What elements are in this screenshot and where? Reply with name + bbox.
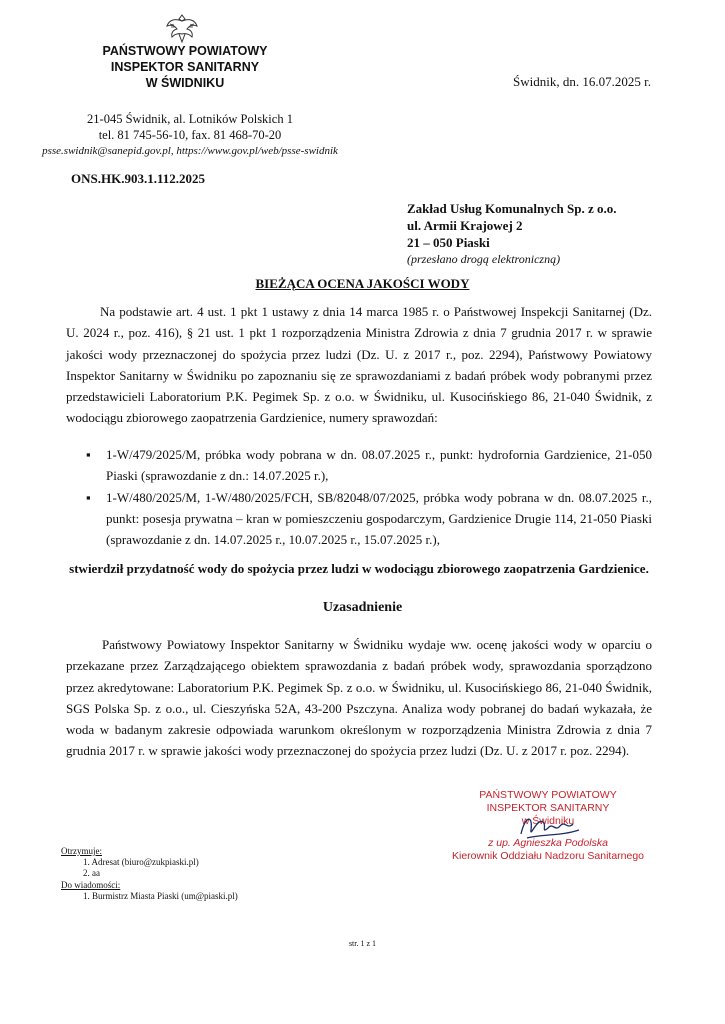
- list-item: 1. Adresat (biuro@zukpiaski.pl): [83, 857, 199, 868]
- institution-name: PAŃSTWOWY POWIATOWY INSPEKTOR SANITARNY W ŚWIDNIKU: [102, 44, 268, 90]
- receives-label: Otrzymuje:: [61, 846, 102, 856]
- conclusion: stwierdził przydatność wody do spożycia przez ludzi w wodociągu zbiorowego zaopatrzenia Gardzienice.: [69, 561, 649, 576]
- recipient-city: 21 – 050 Piaski: [407, 235, 490, 250]
- list-item: 1. Burmistrz Miasta Piaski (um@piaski.pl): [83, 890, 238, 901]
- report-list: [66, 444, 652, 550]
- list-item: 2. aa: [83, 868, 100, 879]
- recipient-block: [407, 200, 617, 268]
- distribution-list: [61, 846, 238, 902]
- eagle-emblem-icon: [165, 12, 199, 46]
- bullet-icon: ▪: [86, 489, 91, 505]
- address-line: 21-045 Świdnik, al. Lotników Polskich 1: [87, 112, 293, 126]
- reference-number: ONS.HK.903.1.112.2025: [71, 171, 205, 186]
- justification-paragraph: Państwowy Powiatowy Inspektor Sanitarny w Świdniku wydaje ww. ocenę jakości wody w oparciu o przekazane przez Zarządzającego obiektem sprawozdania z badań próbek wody, sprawozdania sporządzono przez akredytowane: Laboratorium P.K. Pegimek Sp. z o.o. w Świdniku, ul. Kusocińskiego 86, 21-040 Świdnik, SGS Polska Sp. z o.o., ul. Cieszyńska 52A, 43-200 Pszczyna. Analiza wody pobranej do badań wykazała, że woda w badanym zakresie odpowiada warunkom określonym w rozporządzenia Ministra Zdrowia z dnia 7 grudnia 2017 r. w sprawie jakości wody przeznaczonej do spożycia przez ludzi (Dz. U. z 2017 r. poz. 2294).: [66, 637, 652, 759]
- info-label: Do wiadomości:: [61, 879, 121, 890]
- web-line[interactable]: psse.swidnik@sanepid.gov.pl, https://www.gov.pl/web/psse-swidnik: [42, 145, 338, 157]
- document-title: BIEŻĄCA OCENA JAKOŚCI WODY: [255, 276, 470, 291]
- institution-address: [40, 111, 340, 159]
- justification-heading: Uzasadnienie: [322, 600, 403, 615]
- page-number: str. 1 z 1: [348, 939, 377, 948]
- bullet-icon: ▪: [86, 447, 91, 462]
- place-date: Świdnik, dn. 16.07.2025 r.: [513, 74, 651, 89]
- intro-paragraph: Na podstawie art. 4 ust. 1 pkt 1 ustawy z dnia 14 marca 1985 r. o Państwowej Inspekcji Sanitarnej (Dz. U. 2024 r., poz. 416), § 21 ust. 1 pkt 1 rozporządzenia Ministra Zdrowia z dnia 7 grudnia 2017 r. w sprawie jakości wody przeznaczonej do spożycia przez ludzi (Dz. U. z 2017 r., poz. 2294), Państwowy Powiatowy Inspektor Sanitarny w Świdniku po zapoznaniu się ze sprawozdaniami z badań próbek wody pobranymi przez przedstawicieli Laboratorium P.K. Pegimek Sp. z o.o. w Świdniku, ul. Kusocińskiego 86, 21-040 Świdnik, z wodociągu zbiorowego zaopatrzenia Gardzienice, numery sprawozdań:: [66, 304, 652, 426]
- list-item: ▪ 1-W/480/2025/M, 1-W/480/2025/FCH, SB/82048/07/2025, próbka wody pobrana w dn. 08.07.2025 r., punkt: posesja prywatna – kran w pomieszczeniu gospodarczym, Gardzienice Drugie 114, 21-050 Piaski (sprawozdanie z dn. 14.07.2025 r., 10.07.2025 r., 15.07.2025 r.),: [66, 487, 652, 551]
- recipient-name: Zakład Usług Komunalnych Sp. z o.o.: [407, 201, 617, 216]
- list-item: ▪ 1-W/479/2025/M, próbka wody pobrana w dn. 08.07.2025 r., punkt: hydrofornia Gardzienice, 21-050 Piaski (sprawozdanie z dn.: 14.07.2025 r.),: [66, 444, 652, 487]
- official-stamp: PAŃSTWOWY POWIATOWY INSPEKTOR SANITARNY w Świdniku z up. Agnieszka Podolska Kierownik Oddziału Nadzoru Sanitarnego: [451, 789, 645, 862]
- signature-icon: [515, 808, 585, 844]
- recipient-street: ul. Armii Krajowej 2: [407, 218, 523, 233]
- phone-line: tel. 81 745-56-10, fax. 81 468-70-20: [98, 128, 282, 142]
- delivery-note: (przesłano drogą elektroniczną): [407, 252, 561, 266]
